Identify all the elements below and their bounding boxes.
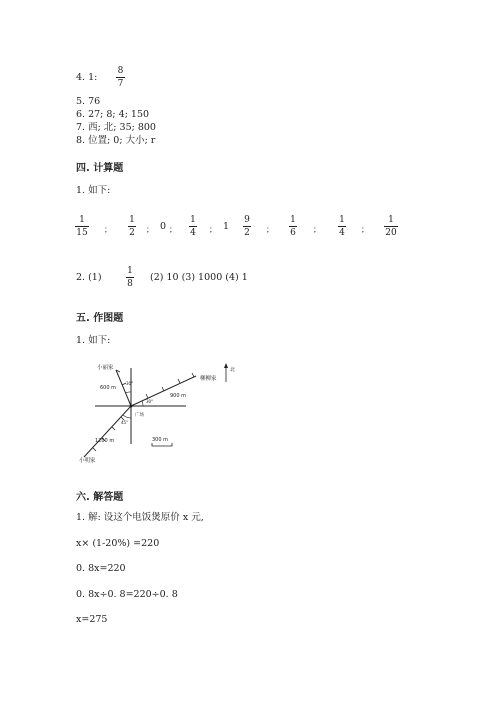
section6-line-5: x=275 [76, 614, 108, 625]
fraction-numerator: 1 [339, 215, 345, 225]
section-title-drawing: 五. 作图题 [76, 313, 124, 324]
calc-item-4 [189, 215, 197, 238]
tick-mark [93, 448, 96, 451]
fraction-bar [189, 226, 197, 227]
separator: ； [313, 225, 321, 234]
fraction-bar [128, 226, 136, 227]
square-point-icon [130, 405, 133, 408]
answer-4-fraction [116, 66, 125, 89]
fraction-denominator: 15 [76, 228, 88, 238]
fraction-numerator: 9 [244, 215, 250, 225]
scale-label: 300 m [152, 437, 169, 443]
label-xiaoli: 小丽家 [97, 365, 114, 371]
north-label: 北 [230, 367, 236, 373]
route-to-xiaoli [116, 370, 134, 406]
distance-1200: 1200 m [95, 438, 115, 444]
separator: ； [361, 225, 369, 234]
distance-600: 600 m [100, 385, 117, 391]
angle-30-east: 30° [146, 399, 154, 404]
fraction-bar [243, 226, 251, 227]
route-to-liuliu [131, 376, 196, 406]
section4-q2-rest: (2) 10 (3) 1000 (4) 1 [150, 272, 248, 283]
fraction-denominator: 20 [385, 228, 397, 238]
calc-item-7 [289, 215, 297, 238]
fraction-denominator: 8 [127, 279, 133, 289]
tick-mark [178, 379, 180, 383]
fraction-denominator: 4 [339, 228, 345, 238]
route-to-xiaoming [84, 406, 131, 457]
distance-900: 900 m [170, 393, 187, 399]
fraction-denominator: 7 [117, 79, 124, 89]
angle-arc [123, 415, 131, 418]
answer-7: 7. 西; 北; 35; 800 [76, 122, 156, 133]
section5-q1-label: 1. 如下: [76, 335, 111, 346]
fraction-bar [289, 226, 297, 227]
answer-6: 6. 27; 8; 4; 150 [76, 109, 150, 120]
separator: ； [169, 225, 177, 234]
scale-bar [152, 443, 172, 446]
tick-mark [112, 427, 115, 430]
section4-q1-label: 1. 如下: [76, 185, 111, 196]
separator: ； [209, 225, 217, 234]
fraction-numerator: 1 [79, 215, 85, 225]
calc-item-5: 1 [223, 221, 230, 232]
section6-line-3: 0. 8x=220 [76, 563, 126, 574]
angle-45: 45° [121, 420, 129, 425]
calc-item-2 [128, 215, 136, 238]
label-xiaoming: 小明家 [79, 458, 96, 464]
calc-item-1 [75, 215, 89, 238]
calc-item-6 [243, 215, 251, 238]
fraction-numerator: 8 [117, 66, 124, 76]
section6-line-1: 1. 解: 设这个电饭煲原价 x 元, [76, 512, 204, 523]
label-square: 广场 [135, 413, 144, 418]
fraction-bar [338, 226, 346, 227]
fraction-denominator: 6 [290, 228, 296, 238]
answer-4-prefix: 4. 1: [76, 72, 98, 83]
fraction-numerator: 1 [127, 266, 133, 276]
section4-q2-fraction [126, 266, 134, 289]
calc-item-9 [384, 215, 398, 238]
fraction-denominator: 4 [190, 228, 196, 238]
fraction-numerator: 1 [388, 215, 394, 225]
section4-q2-prefix: 2. (1) [76, 272, 102, 283]
angle-arc [142, 401, 143, 406]
calc-item-3: 0 [160, 221, 167, 232]
section-title-solve: 六. 解答题 [76, 492, 124, 503]
fraction-bar [116, 77, 125, 78]
tick-mark [146, 394, 148, 398]
label-liuliu: 柳柳家 [200, 376, 217, 382]
answer-8: 8. 位置; 0; 大小; r [76, 135, 156, 146]
section-title-calculation: 四. 计算题 [76, 163, 124, 174]
calc-item-8 [338, 215, 346, 238]
separator: ； [104, 225, 112, 234]
fraction-denominator: 2 [129, 228, 135, 238]
fraction-numerator: 1 [290, 215, 296, 225]
fraction-denominator: 2 [244, 228, 250, 238]
north-arrow-head-icon [224, 363, 228, 368]
angle-arc [125, 392, 131, 393]
fraction-bar [75, 226, 89, 227]
fraction-numerator: 1 [190, 215, 196, 225]
angle-30-north: 30° [126, 381, 134, 386]
separator: ； [266, 225, 274, 234]
fraction-numerator: 1 [129, 215, 135, 225]
fraction-bar [384, 226, 398, 227]
direction-map-diagram [76, 360, 246, 465]
tick-mark [162, 387, 164, 391]
tick-mark [192, 373, 194, 377]
fraction-bar [126, 277, 134, 278]
answer-5: 5. 76 [76, 96, 101, 107]
section6-line-2: x× (1-20%) =220 [76, 538, 160, 549]
section6-line-4: 0. 8x÷0. 8=220÷0. 8 [76, 589, 178, 600]
separator: ； [146, 225, 154, 234]
